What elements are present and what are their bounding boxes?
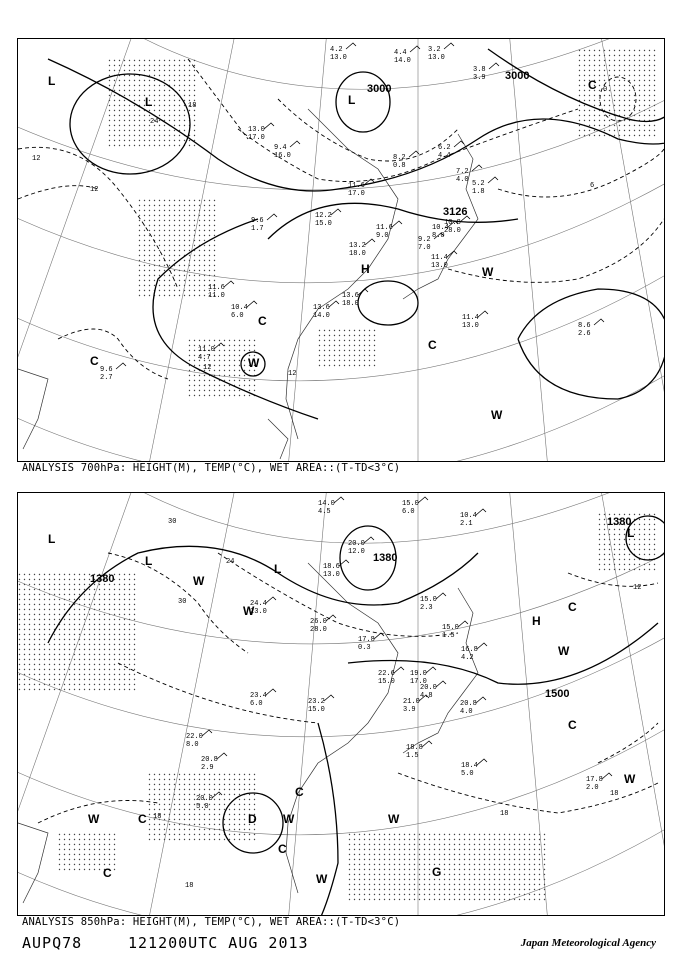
center-mark: C: [568, 600, 577, 614]
wind-barb: [264, 123, 274, 129]
wind-barb: [392, 221, 402, 227]
temp-label: 18: [610, 790, 619, 798]
wind-barb: [267, 214, 277, 220]
center-mark: L: [145, 95, 153, 109]
station-dewpoint-depression: 11.0: [208, 292, 225, 300]
station-temp: 20.0: [196, 795, 213, 803]
station-dewpoint-depression: 0.8: [393, 162, 406, 170]
station-dewpoint-depression: 2.7: [100, 374, 113, 382]
center-mark: L: [145, 554, 153, 568]
panel-caption: ANALYSIS 700hPa: HEIGHT(M), TEMP(°C), WET AREA::(T-TD<3°C): [22, 462, 401, 474]
wind-barb: [488, 177, 498, 183]
wind-barb: [476, 697, 486, 703]
station-dewpoint-depression: 0.3: [358, 644, 371, 652]
station-dewpoint-depression: 8.0: [186, 741, 199, 749]
wind-barb: [444, 43, 454, 49]
station-dewpoint-depression: 4.2: [461, 654, 474, 662]
wind-barb: [426, 667, 436, 673]
station-dewpoint-depression: 7.0: [418, 244, 431, 252]
station-dewpoint-depression: 18.0: [349, 250, 366, 258]
station-dewpoint-depression: 2.1: [460, 520, 473, 528]
station-dewpoint-depression: 9.0: [376, 232, 389, 240]
height-label: 3000: [505, 70, 530, 82]
station-dewpoint-depression: 4.0: [460, 708, 473, 716]
station-temp: 15.0: [402, 500, 419, 508]
map-700hpa: [18, 39, 664, 461]
wind-barb: [224, 281, 234, 287]
center-mark: W: [388, 812, 400, 826]
temp-label: 30: [178, 598, 187, 606]
center-mark: W: [283, 812, 295, 826]
wind-barb: [478, 311, 488, 317]
panel-caption: ANALYSIS 850hPa: HEIGHT(M), TEMP(°C), WET AREA::(T-TD<3°C): [22, 916, 401, 928]
wind-barb: [602, 773, 612, 779]
station-dewpoint-depression: 6.0: [250, 700, 263, 708]
center-mark: C: [588, 78, 597, 92]
wind-barb: [290, 141, 300, 147]
center-mark: C: [90, 354, 99, 368]
height-label: 3000: [367, 83, 392, 95]
station-dewpoint-depression: 4.5: [318, 508, 331, 516]
station-temp: 13.6: [342, 292, 359, 300]
station-dewpoint-depression: 6.0: [402, 508, 415, 516]
center-mark: D: [248, 812, 257, 826]
wind-barb: [436, 593, 446, 599]
height-label: 1380: [90, 573, 115, 585]
station-dewpoint-depression: 5.0: [461, 770, 474, 778]
center-mark: L: [348, 93, 356, 107]
station-plots: [186, 497, 612, 811]
station-temp: 9.2: [418, 236, 431, 244]
station-temp: 11.0: [198, 346, 215, 354]
station-dewpoint-depression: 28.0: [444, 227, 461, 235]
station-dewpoint-depression: 16.0: [274, 152, 291, 160]
valid-time: 121200UTC AUG 2013: [128, 934, 309, 952]
station-temp: 9.6: [100, 366, 113, 374]
station-temp: 26.0: [310, 618, 327, 626]
station-temp: 22.6: [378, 670, 395, 678]
station-dewpoint-depression: 17.0: [248, 134, 265, 142]
station-temp: 3.2: [428, 46, 441, 54]
station-dewpoint-depression: 12.0: [348, 548, 365, 556]
height-label: 3126: [443, 206, 468, 218]
station-dewpoint-depression: 15.0: [378, 678, 395, 686]
station-temp: 6.2: [438, 144, 451, 152]
bulletin-code: AUPQ78: [22, 934, 83, 952]
temp-label: 12: [288, 370, 297, 378]
station-dewpoint-depression: 3.9: [403, 706, 416, 714]
map-panel-700hpa: [17, 38, 665, 462]
center-mark: C: [428, 338, 437, 352]
station-temp: 4.2: [330, 46, 343, 54]
station-dewpoint-depression: 28.0: [310, 626, 327, 634]
wind-barb: [266, 597, 276, 603]
station-temp: 10.4: [432, 224, 449, 232]
center-mark: C: [295, 785, 304, 799]
center-mark: W: [482, 265, 494, 279]
station-dewpoint-depression: 8.0: [432, 232, 445, 240]
station-temp: 5.2: [472, 180, 485, 188]
center-mark: W: [624, 772, 636, 786]
wind-barb: [477, 759, 487, 765]
station-dewpoint-depression: 18.0: [342, 300, 359, 308]
center-mark: C: [258, 314, 267, 328]
wind-barb: [422, 741, 432, 747]
wind-barb: [436, 681, 446, 687]
station-temp: 15.0: [442, 624, 459, 632]
station-dewpoint-depression: 13.0: [431, 262, 448, 270]
temp-label: 6: [590, 182, 595, 190]
station-temp: 11.4: [431, 254, 448, 262]
center-mark: L: [627, 526, 635, 540]
station-dewpoint-depression: 4.7: [198, 354, 211, 362]
station-dewpoint-depression: 17.0: [410, 678, 427, 686]
station-dewpoint-depression: 23.0: [250, 608, 267, 616]
station-temp: 12.2: [315, 212, 332, 220]
temp-label: 12: [633, 584, 642, 592]
station-dewpoint-depression: 17.0: [348, 190, 365, 198]
station-temp: 18.8: [406, 744, 423, 752]
station-temp: 10.4: [460, 512, 477, 520]
station-dewpoint-depression: 1.5: [442, 632, 455, 640]
temp-label: 12: [203, 364, 212, 372]
wind-barb: [247, 301, 257, 307]
center-mark: L: [48, 532, 56, 546]
station-temp: 17.8: [586, 776, 603, 784]
station-dewpoint-depression: 15.0: [308, 706, 325, 714]
wind-barb: [476, 509, 486, 515]
station-temp: 4.4: [394, 49, 407, 57]
wind-barb: [217, 753, 227, 759]
wind-barb: [324, 695, 334, 701]
station-dewpoint-depression: 2.9: [201, 764, 214, 772]
wind-barb: [410, 46, 420, 52]
station-temp: 15.0: [420, 596, 437, 604]
station-temp: 24.4: [250, 600, 267, 608]
station-temp: 8.2: [393, 154, 406, 162]
station-dewpoint-depression: 4.4: [438, 152, 451, 160]
station-temp: 13.2: [349, 242, 366, 250]
center-mark: W: [491, 408, 503, 422]
temp-label: 18: [500, 810, 509, 818]
wind-barb: [202, 730, 212, 736]
wind-barb: [334, 497, 344, 503]
station-temp: 7.2: [456, 168, 469, 176]
station-temp: 11.4: [462, 314, 479, 322]
center-mark: W: [248, 356, 260, 370]
station-temp: 11.6: [208, 284, 225, 292]
height-label: 1380: [373, 552, 398, 564]
wind-barb: [365, 239, 375, 245]
wind-barb: [116, 363, 126, 369]
map-850hpa: [18, 493, 664, 915]
station-temp: 8.6: [578, 322, 591, 330]
station-dewpoint-depression: 4.8: [420, 692, 433, 700]
station-dewpoint-depression: 1.8: [472, 188, 485, 196]
station-dewpoint-depression: 2.3: [420, 604, 433, 612]
center-mark: W: [558, 644, 570, 658]
height-label: 1500: [545, 688, 570, 700]
wind-barb: [394, 667, 404, 673]
center-mark: W: [316, 872, 328, 886]
station-temp: 20.8: [460, 700, 477, 708]
station-temp: 3.8: [473, 66, 486, 74]
station-temp: 11.6: [348, 182, 365, 190]
station-temp: 14.0: [318, 500, 335, 508]
station-temp: 13.0: [248, 126, 265, 134]
center-mark: C: [103, 866, 112, 880]
station-temp: 17.8: [358, 636, 375, 644]
wind-barb: [331, 209, 341, 215]
center-mark: H: [361, 262, 370, 276]
station-dewpoint-depression: 1.7: [251, 225, 264, 233]
wind-barb: [418, 497, 428, 503]
wind-barb: [477, 643, 487, 649]
center-mark: L: [274, 562, 282, 576]
station-temp: 23.4: [250, 692, 267, 700]
temp-label: 18: [188, 102, 197, 110]
station-temp: 20.8: [201, 756, 218, 764]
station-dewpoint-depression: 1.5: [406, 752, 419, 760]
station-temp: 10.8: [444, 219, 461, 227]
station-dewpoint-depression: 2.0: [586, 784, 599, 792]
station-temp: 23.2: [308, 698, 325, 706]
temp-label: 18: [185, 882, 194, 890]
station-dewpoint-depression: 2.6: [578, 330, 591, 338]
wind-barb: [266, 689, 276, 695]
wind-barb: [329, 301, 339, 307]
wind-barb: [409, 151, 419, 157]
temp-label: 24: [226, 558, 235, 566]
station-temp: 20.0: [420, 684, 437, 692]
station-dewpoint-depression: 14.0: [313, 312, 330, 320]
height-label: 1380: [607, 516, 632, 528]
agency-name: Japan Meteorological Agency: [520, 937, 656, 949]
station-dewpoint-depression: 4.0: [456, 176, 469, 184]
wind-barb: [364, 537, 374, 543]
station-temp: 11.6: [376, 224, 393, 232]
center-mark: W: [243, 604, 255, 618]
station-dewpoint-depression: 5.0: [196, 803, 209, 811]
station-dewpoint-depression: 13.0: [462, 322, 479, 330]
center-mark: C: [138, 812, 147, 826]
station-temp: 22.0: [186, 733, 203, 741]
center-mark: W: [193, 574, 205, 588]
station-dewpoint-depression: 14.0: [394, 57, 411, 65]
station-dewpoint-depression: 13.0: [330, 54, 347, 62]
station-temp: 10.4: [231, 304, 248, 312]
wind-barb: [489, 63, 499, 69]
station-temp: 16.8: [461, 646, 478, 654]
station-temp: 18.4: [461, 762, 478, 770]
temp-label: 18: [153, 813, 162, 821]
center-mark: L: [48, 74, 56, 88]
wind-barb: [594, 319, 604, 325]
temp-label: 24: [150, 118, 159, 126]
temp-label: 12: [90, 186, 99, 194]
station-temp: 18.6: [323, 563, 340, 571]
wind-barb: [458, 621, 468, 627]
station-temp: 20.0: [348, 540, 365, 548]
station-temp: 9.4: [274, 144, 287, 152]
station-dewpoint-depression: 3.9: [473, 74, 486, 82]
wind-barb: [346, 43, 356, 49]
station-temp: 19.0: [410, 670, 427, 678]
station-dewpoint-depression: 15.0: [315, 220, 332, 228]
temp-label: 30: [168, 518, 177, 526]
station-dewpoint-depression: 6.0: [231, 312, 244, 320]
station-temp: 21.0: [403, 698, 420, 706]
center-mark: G: [432, 865, 442, 879]
station-temp: 9.6: [251, 217, 264, 225]
center-mark: W: [88, 812, 100, 826]
map-panel-850hpa: [17, 492, 665, 916]
temp-label: 12: [32, 155, 41, 163]
center-mark: C: [568, 718, 577, 732]
station-temp: 13.6: [313, 304, 330, 312]
center-mark: H: [532, 614, 541, 628]
center-mark: C: [278, 842, 287, 856]
temp-label: 0: [603, 86, 608, 94]
station-dewpoint-depression: 13.0: [323, 571, 340, 579]
station-dewpoint-depression: 13.0: [428, 54, 445, 62]
